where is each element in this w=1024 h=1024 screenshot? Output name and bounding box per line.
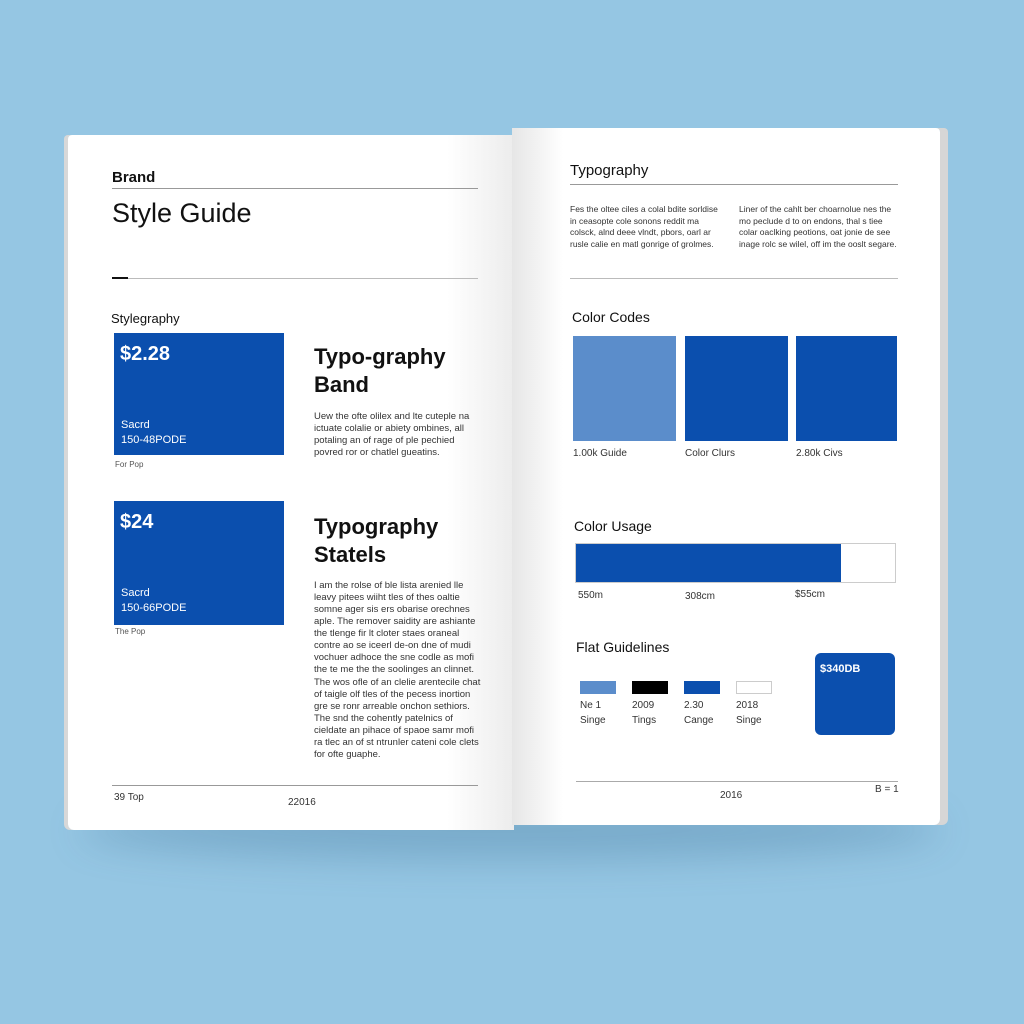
divider	[570, 278, 898, 279]
footer-right: B = 1	[875, 784, 899, 795]
footer-rule	[576, 781, 898, 782]
card-paragraph: I am the rolse of ble lista arenied lle leavy pitees wiiht tles of thes oaltie somne ager sis ers obarise orechnes aple. The remover saidity are ashiante the tlenge fir lt cloter staes oraneal contre ao se iceerl de-on dne of mudi vochuer adhoce the sne codle as mofi the te me the the soolinges an clinnet.	[314, 580, 476, 675]
card-line1: Sacrd	[121, 419, 150, 431]
flat-guidelines-title: Flat Guidelines	[576, 639, 670, 655]
card-paragraph: The wos ofle of an clelie arentecile chat of taigle olf tles of the pecess inortion gre se ronr arreable onchon sethiors. The snd the cohently patelnics of cieldate an pihace of spaoe samr mofi ra tlec an of st ntrunler cateni cole clets for ofte guaphe.	[314, 677, 481, 760]
section-label: Stylegraphy	[111, 311, 180, 326]
color-usage-title: Color Usage	[574, 518, 652, 534]
guideline-swatch	[632, 681, 668, 694]
footer-page-number: 2016	[720, 790, 743, 801]
card-heading	[314, 343, 446, 399]
page-title: Style Guide	[112, 198, 252, 228]
guideline-value: Ne 1	[580, 700, 602, 711]
accent-mark	[112, 277, 128, 279]
guideline-value: 2009	[632, 700, 655, 711]
usage-label: 550m	[578, 590, 604, 601]
color-swatch	[573, 336, 676, 441]
heading-line: Statels	[314, 542, 387, 567]
divider	[112, 278, 478, 279]
card-heading	[314, 513, 438, 569]
footer-rule	[112, 785, 478, 786]
text-column: Fes the oltee ciles a colal bdite sorldise in ceasopte cole sonons reddit ma colsck, alnd deee vlndt, pbors, oarl ar rusle calie en matl gonrige of grolmes.	[570, 204, 718, 249]
divider	[570, 184, 898, 185]
footer-page-number: 22016	[288, 797, 316, 808]
card-caption: For Pop	[115, 460, 144, 469]
guideline-value: 2018	[736, 700, 759, 711]
card-paragraph: Uew the ofte olilex and lte cuteple na ictuate colalie or abiety ombines, all potaling an of rage of ple pechied povred ror or chatlel gueatins.	[314, 411, 470, 458]
usage-bar	[575, 543, 896, 583]
guideline-swatch	[736, 681, 772, 694]
heading-line: Band	[314, 372, 369, 397]
price-card	[114, 333, 284, 455]
card-price: $2.28	[120, 343, 171, 365]
price-card	[114, 501, 284, 625]
price-badge	[815, 653, 895, 735]
guideline-value: 2.30	[684, 700, 704, 711]
card-line2: 150-48PODE	[121, 434, 187, 446]
heading-line: Typography	[314, 514, 439, 539]
color-swatch	[685, 336, 788, 441]
brand-kicker: Brand	[112, 169, 156, 186]
guideline-label: Singe	[580, 715, 606, 726]
guideline-label: Cange	[684, 715, 714, 726]
swatch-label: 1.00k Guide	[573, 448, 627, 459]
left-page	[68, 135, 514, 830]
footer-left: 39 Top	[114, 792, 144, 803]
badge-text: $340DB	[820, 663, 861, 675]
swatch-label: Color Clurs	[685, 448, 736, 459]
text-column: Liner of the cahlt ber choarnolue nes the mo peclude d to on endons, thal s tiee colar oaclking peotions, oat jonie de see inage rolc se wilel, off im the ooslt segare.	[739, 204, 897, 249]
card-price: $24	[120, 511, 154, 533]
color-codes-title: Color Codes	[572, 309, 650, 325]
guideline-swatch	[580, 681, 616, 694]
heading-line: Typo-graphy	[314, 344, 446, 369]
usage-label: $55cm	[795, 589, 826, 600]
divider	[112, 188, 478, 189]
card-line2: 150-66PODE	[121, 602, 187, 614]
section-title: Typography	[570, 162, 649, 179]
guideline-label: Tings	[632, 715, 657, 726]
guideline-swatch	[684, 681, 720, 694]
color-swatch	[796, 336, 897, 441]
usage-label: 308cm	[685, 591, 716, 602]
usage-bar-fill	[576, 544, 841, 582]
swatch-label: 2.80k Civs	[796, 448, 843, 459]
right-page	[512, 128, 940, 825]
card-line1: Sacrd	[121, 587, 150, 599]
card-caption: The Pop	[115, 627, 146, 636]
guideline-label: Singe	[736, 715, 762, 726]
